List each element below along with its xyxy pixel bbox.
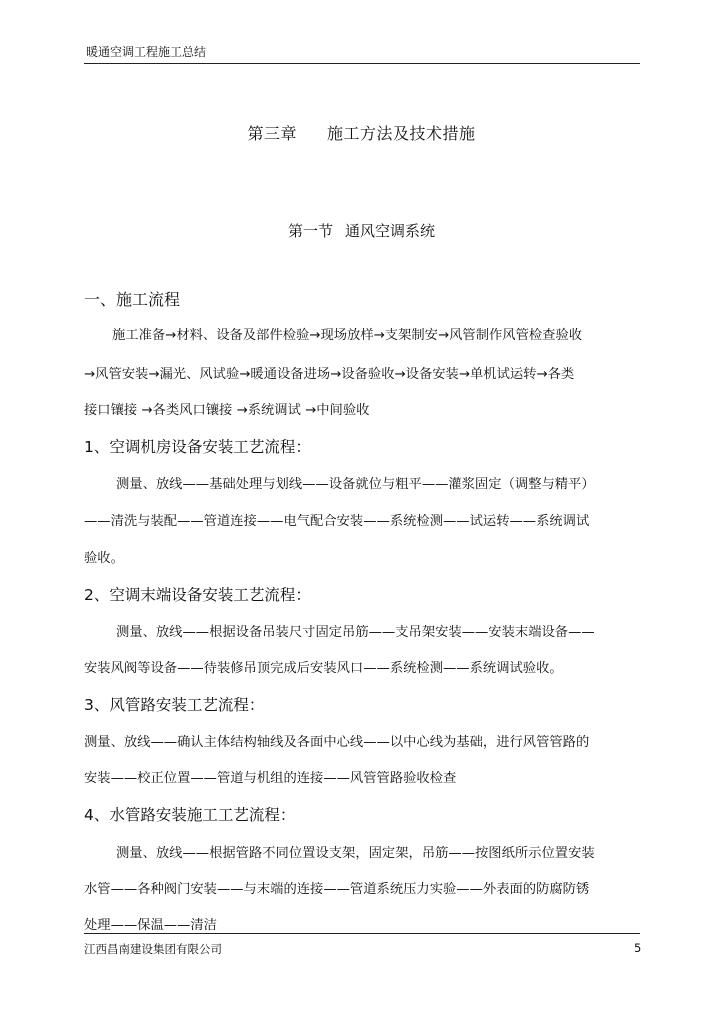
flow-line-1: 施工准备→材料、设备及部件检验→现场放样→支架制安→风管制作风管检查验收 <box>112 328 583 343</box>
item4-line-1: 测量、放线——根据管路不同位置设支架，固定架，吊筋——按图纸所示位置安装 <box>116 846 595 861</box>
section-name: 通风空调系统 <box>345 222 436 240</box>
section-number: 第一节 <box>287 222 333 240</box>
item2-line-2: 安装风阀等设备——待装修吊顶完成后安装风口——系统检测——系统调试验收。 <box>84 661 563 676</box>
header-rule <box>84 63 640 64</box>
item1-line-2: ——清洗与装配——管道连接——电气配合安装——系统检测——试运转——系统调试 <box>84 514 590 529</box>
item4-line-3: 处理——保温——清洁 <box>84 918 217 933</box>
footer-company: 江西昌南建设集团有限公司 <box>84 942 222 956</box>
section-title <box>0 220 723 241</box>
item2-line-1: 测量、放线——根据设备吊装尺寸固定吊筋——支吊架安装——安装末端设备—— <box>116 625 595 640</box>
item4-line-2: 水管——各种阀门安装——与末端的连接——管道系统压力实验——外表面的防腐防锈 <box>84 882 590 897</box>
chapter-number: 第三章 <box>247 124 297 143</box>
item1-line-1: 测量、放线——基础处理与划线——设备就位与粗平——灌浆固定（调整与精平） <box>116 477 595 492</box>
heading-item-2: 2、空调末端设备安装工艺流程： <box>84 586 311 604</box>
heading-item-3: 3、风管路安装工艺流程： <box>84 696 265 714</box>
item1-line-3: 验收。 <box>84 551 124 566</box>
running-header: 暖通空调工程施工总结 <box>86 45 207 59</box>
heading-item-4: 4、水管路安装施工工艺流程： <box>84 806 296 824</box>
item3-line-1: 测量、放线——确认主体结构轴线及各面中心线——以中心线为基础，进行风管管路的 <box>84 735 590 750</box>
page-number: 5 <box>634 941 642 955</box>
chapter-title <box>0 121 723 144</box>
flow-line-2: →风管安装→漏光、风试验→暖通设备进场→设备验收→设备安装→单机试运转→各类 <box>84 367 575 382</box>
footer-rule <box>84 933 640 934</box>
heading-item-1: 1、空调机房设备安装工艺流程： <box>84 438 311 456</box>
heading-construction-flow: 一、施工流程 <box>84 290 181 309</box>
item3-line-2: 安装——校正位置——管道与机组的连接——风管管路验收检查 <box>84 771 457 786</box>
flow-line-3: 接口镶接 →各类风口镶接 →系统调试 →中间验收 <box>84 403 370 418</box>
chapter-name: 施工方法及技术措施 <box>327 124 476 143</box>
